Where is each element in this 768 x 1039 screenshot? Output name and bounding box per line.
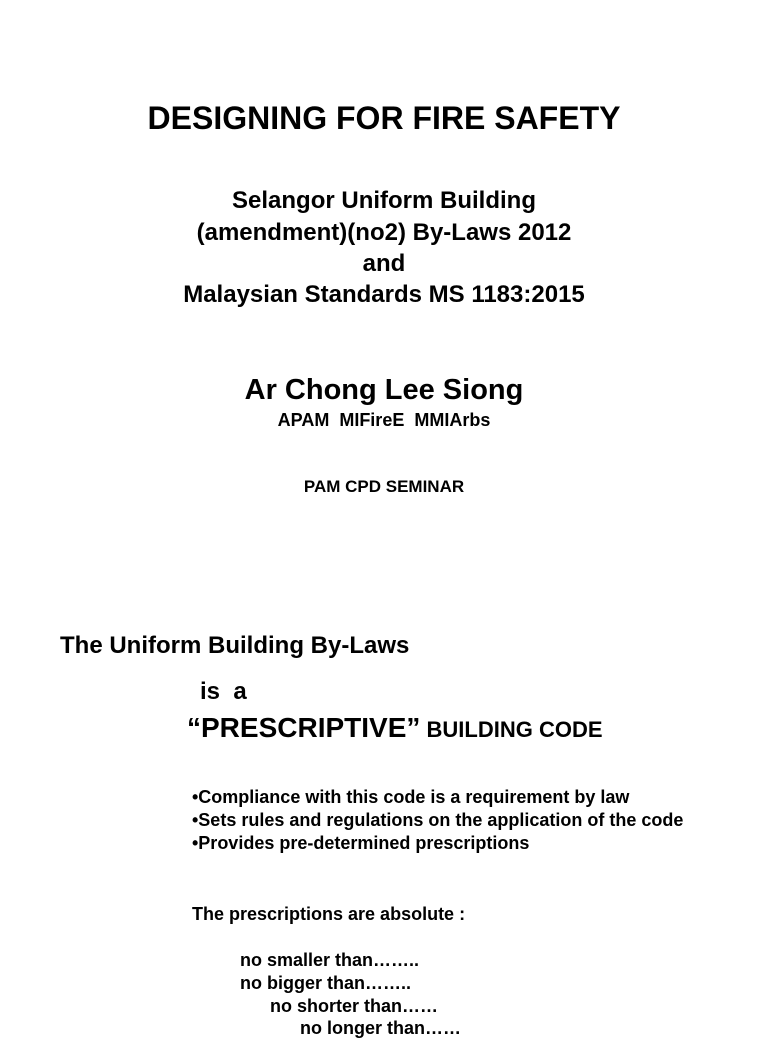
subtitle-line-2: (amendment)(no2) By-Laws 2012 xyxy=(196,219,572,246)
document-title: DESIGNING FOR FIRE SAFETY xyxy=(147,100,621,136)
prescriptive-word: “PRESCRIPTIVE” xyxy=(187,712,421,743)
absolute-heading: The prescriptions are absolute : xyxy=(192,904,466,924)
bullet-item-compliance: •Compliance with this code is a requirement by law xyxy=(192,787,630,807)
limit-item-longer: no longer than…… xyxy=(300,1018,461,1038)
limit-item-bigger: no bigger than…….. xyxy=(240,973,411,993)
subtitle-line-3: and xyxy=(362,250,406,277)
building-code-text: BUILDING CODE xyxy=(420,717,603,742)
author-name: Ar Chong Lee Siong xyxy=(244,374,524,406)
bullet-item-rules: •Sets rules and regulations on the application of the code xyxy=(192,810,684,830)
bullet-list xyxy=(192,786,683,855)
author-credentials: APAM MIFireE MMIArbs xyxy=(277,410,491,430)
is-a-text: is a xyxy=(200,678,247,705)
limit-item-shorter: no shorter than…… xyxy=(270,996,439,1016)
bullet-item-prescriptions: •Provides pre-determined prescriptions xyxy=(192,833,530,853)
section-heading: The Uniform Building By-Laws xyxy=(60,632,410,659)
subtitle-line-4: Malaysian Standards MS 1183:2015 xyxy=(183,281,585,308)
limit-item-smaller: no smaller than…….. xyxy=(240,950,420,970)
subtitle-line-1: Selangor Uniform Building xyxy=(232,187,536,214)
event-name: PAM CPD SEMINAR xyxy=(303,477,465,496)
prescriptive-line xyxy=(187,712,603,744)
